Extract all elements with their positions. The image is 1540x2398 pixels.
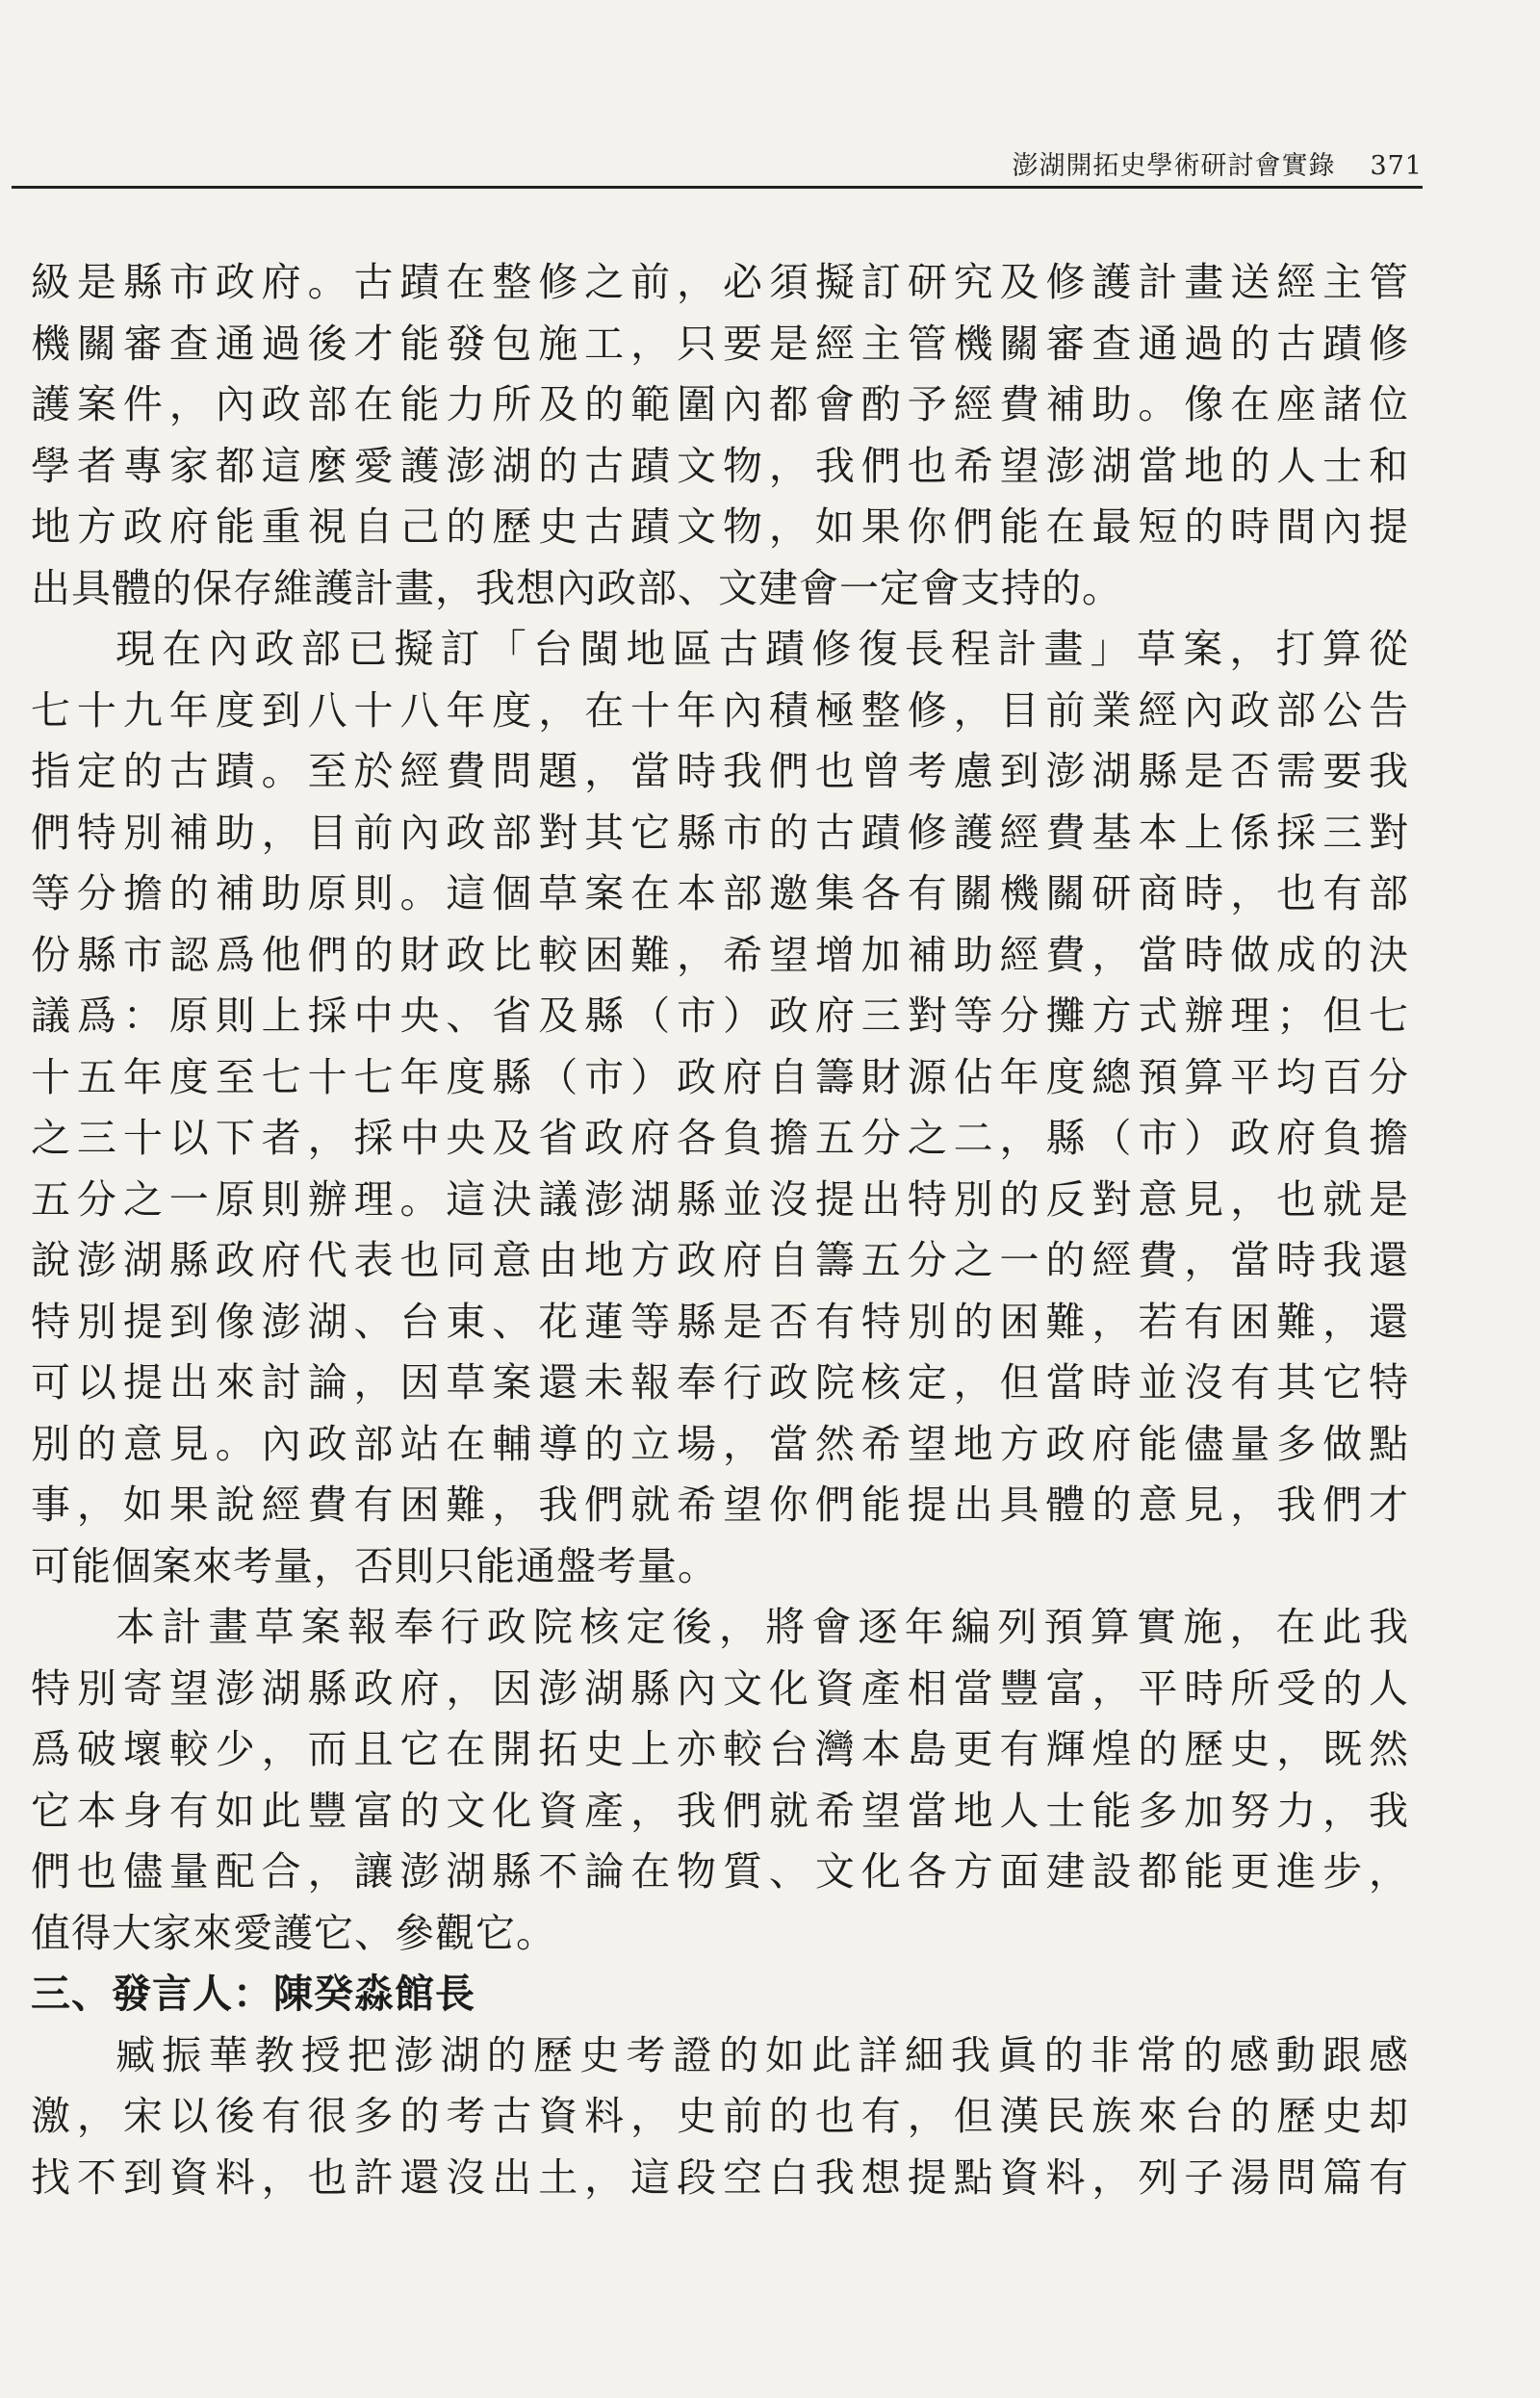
- header-title: 澎湖開拓史學術研討會實錄: [1012, 151, 1336, 181]
- text-line: 本計畫草案報奉行政院核定後，將會逐年編列預算實施，在此我: [116, 1604, 1409, 1650]
- text-line: 五分之一原則辦理。這決議澎湖縣並沒提出特別的反對意見，也就是: [31, 1175, 1409, 1223]
- text-line: 值得大家來愛護它、參觀它。: [31, 1909, 556, 1956]
- text-line: 機關審查通過後才能發包施工，只要是經主管機關審查通過的古蹟修: [31, 320, 1409, 367]
- text-line: 七十九年度到八十八年度，在十年內積極整修，目前業經內政部公告: [31, 686, 1409, 734]
- text-line: 級是縣市政府。古蹟在整修之前，必須擬訂研究及修護計畫送經主管: [31, 259, 1409, 305]
- text-line: 爲破壞較少，而且它在開拓史上亦較台灣本島更有輝煌的歷史，既然: [31, 1726, 1409, 1772]
- text-line: 可能個案來考量，否則只能通盤考量。: [31, 1542, 718, 1589]
- page-number: 371: [1370, 151, 1423, 181]
- text-line: 出具體的保存維護計畫，我想內政部、文建會一定會支持的。: [31, 564, 1122, 611]
- text-line: 激，宋以後有很多的考古資料，史前的也有，但漢民族來台的歷史却: [31, 2093, 1409, 2139]
- text-line: 說澎湖縣政府代表也同意由地方政府自籌五分之一的經費，當時我還: [31, 1237, 1409, 1283]
- text-line: 份縣市認爲他們的財政比較困難，希望增加補助經費，當時做成的決: [31, 931, 1409, 978]
- text-line: 別的意見。內政部站在輔導的立場，當然希望地方政府能儘量多做點: [31, 1420, 1409, 1467]
- body-text: [31, 252, 1409, 2208]
- text-line: 學者專家都這麼愛護澎湖的古蹟文物，我們也希望澎湖當地的人士和: [31, 442, 1409, 489]
- text-line: 特別提到像澎湖、台東、花蓮等縣是否有特別的困難，若有困難，還: [31, 1298, 1409, 1345]
- text-line: 們特別補助，目前內政部對其它縣市的古蹟修護經費基本上係採三對: [31, 809, 1409, 856]
- text-line: 可以提出來討論，因草案還未報奉行政院核定，但當時並沒有其它特: [31, 1359, 1409, 1405]
- text-line: 特別寄望澎湖縣政府，因澎湖縣內文化資產相當豐富，平時所受的人: [31, 1664, 1409, 1712]
- text-line: 現在內政部已擬訂「台閩地區古蹟修復長程計畫」草案，打算從: [116, 626, 1409, 672]
- text-line: 地方政府能重視自己的歷史古蹟文物，如果你們能在最短的時間內提: [31, 503, 1409, 550]
- text-line: 臧振華教授把澎湖的歷史考證的如此詳細我眞的非常的感動跟感: [116, 2031, 1409, 2078]
- text-line: 找不到資料，也許還沒出土，這段空白我想提點資料，列子湯問篇有: [31, 2153, 1409, 2201]
- text-line: 十五年度至七十七年度縣（市）政府自籌財源佔年度總預算平均百分: [31, 1053, 1409, 1100]
- running-header: [0, 144, 1423, 182]
- header-rule: [12, 186, 1423, 189]
- text-line: 它本身有如此豐富的文化資產，我們就希望當地人士能多加努力，我: [31, 1787, 1409, 1834]
- text-line: 們也儘量配合，讓澎湖縣不論在物質、文化各方面建設都能更進步，: [31, 1848, 1409, 1895]
- text-line: 護案件，內政部在能力所及的範圍內都會酌予經費補助。像在座諸位: [31, 381, 1409, 427]
- text-line: 事，如果說經費有困難，我們就希望你們能提出具體的意見，我們才: [31, 1482, 1409, 1528]
- text-line: 之三十以下者，採中央及省政府各負擔五分之二，縣（市）政府負擔: [31, 1115, 1409, 1161]
- text-line: 指定的古蹟。至於經費問題，當時我們也曾考慮到澎湖縣是否需要我: [31, 748, 1409, 794]
- text-line: 等分擔的補助原則。這個草案在本部邀集各有關機關研商時，也有部: [31, 870, 1409, 916]
- section-heading: 三、發言人：陳癸淼館長: [31, 1971, 475, 2017]
- text-line: 議爲：原則上採中央、省及縣（市）政府三對等分攤方式辦理；但七: [31, 993, 1409, 1039]
